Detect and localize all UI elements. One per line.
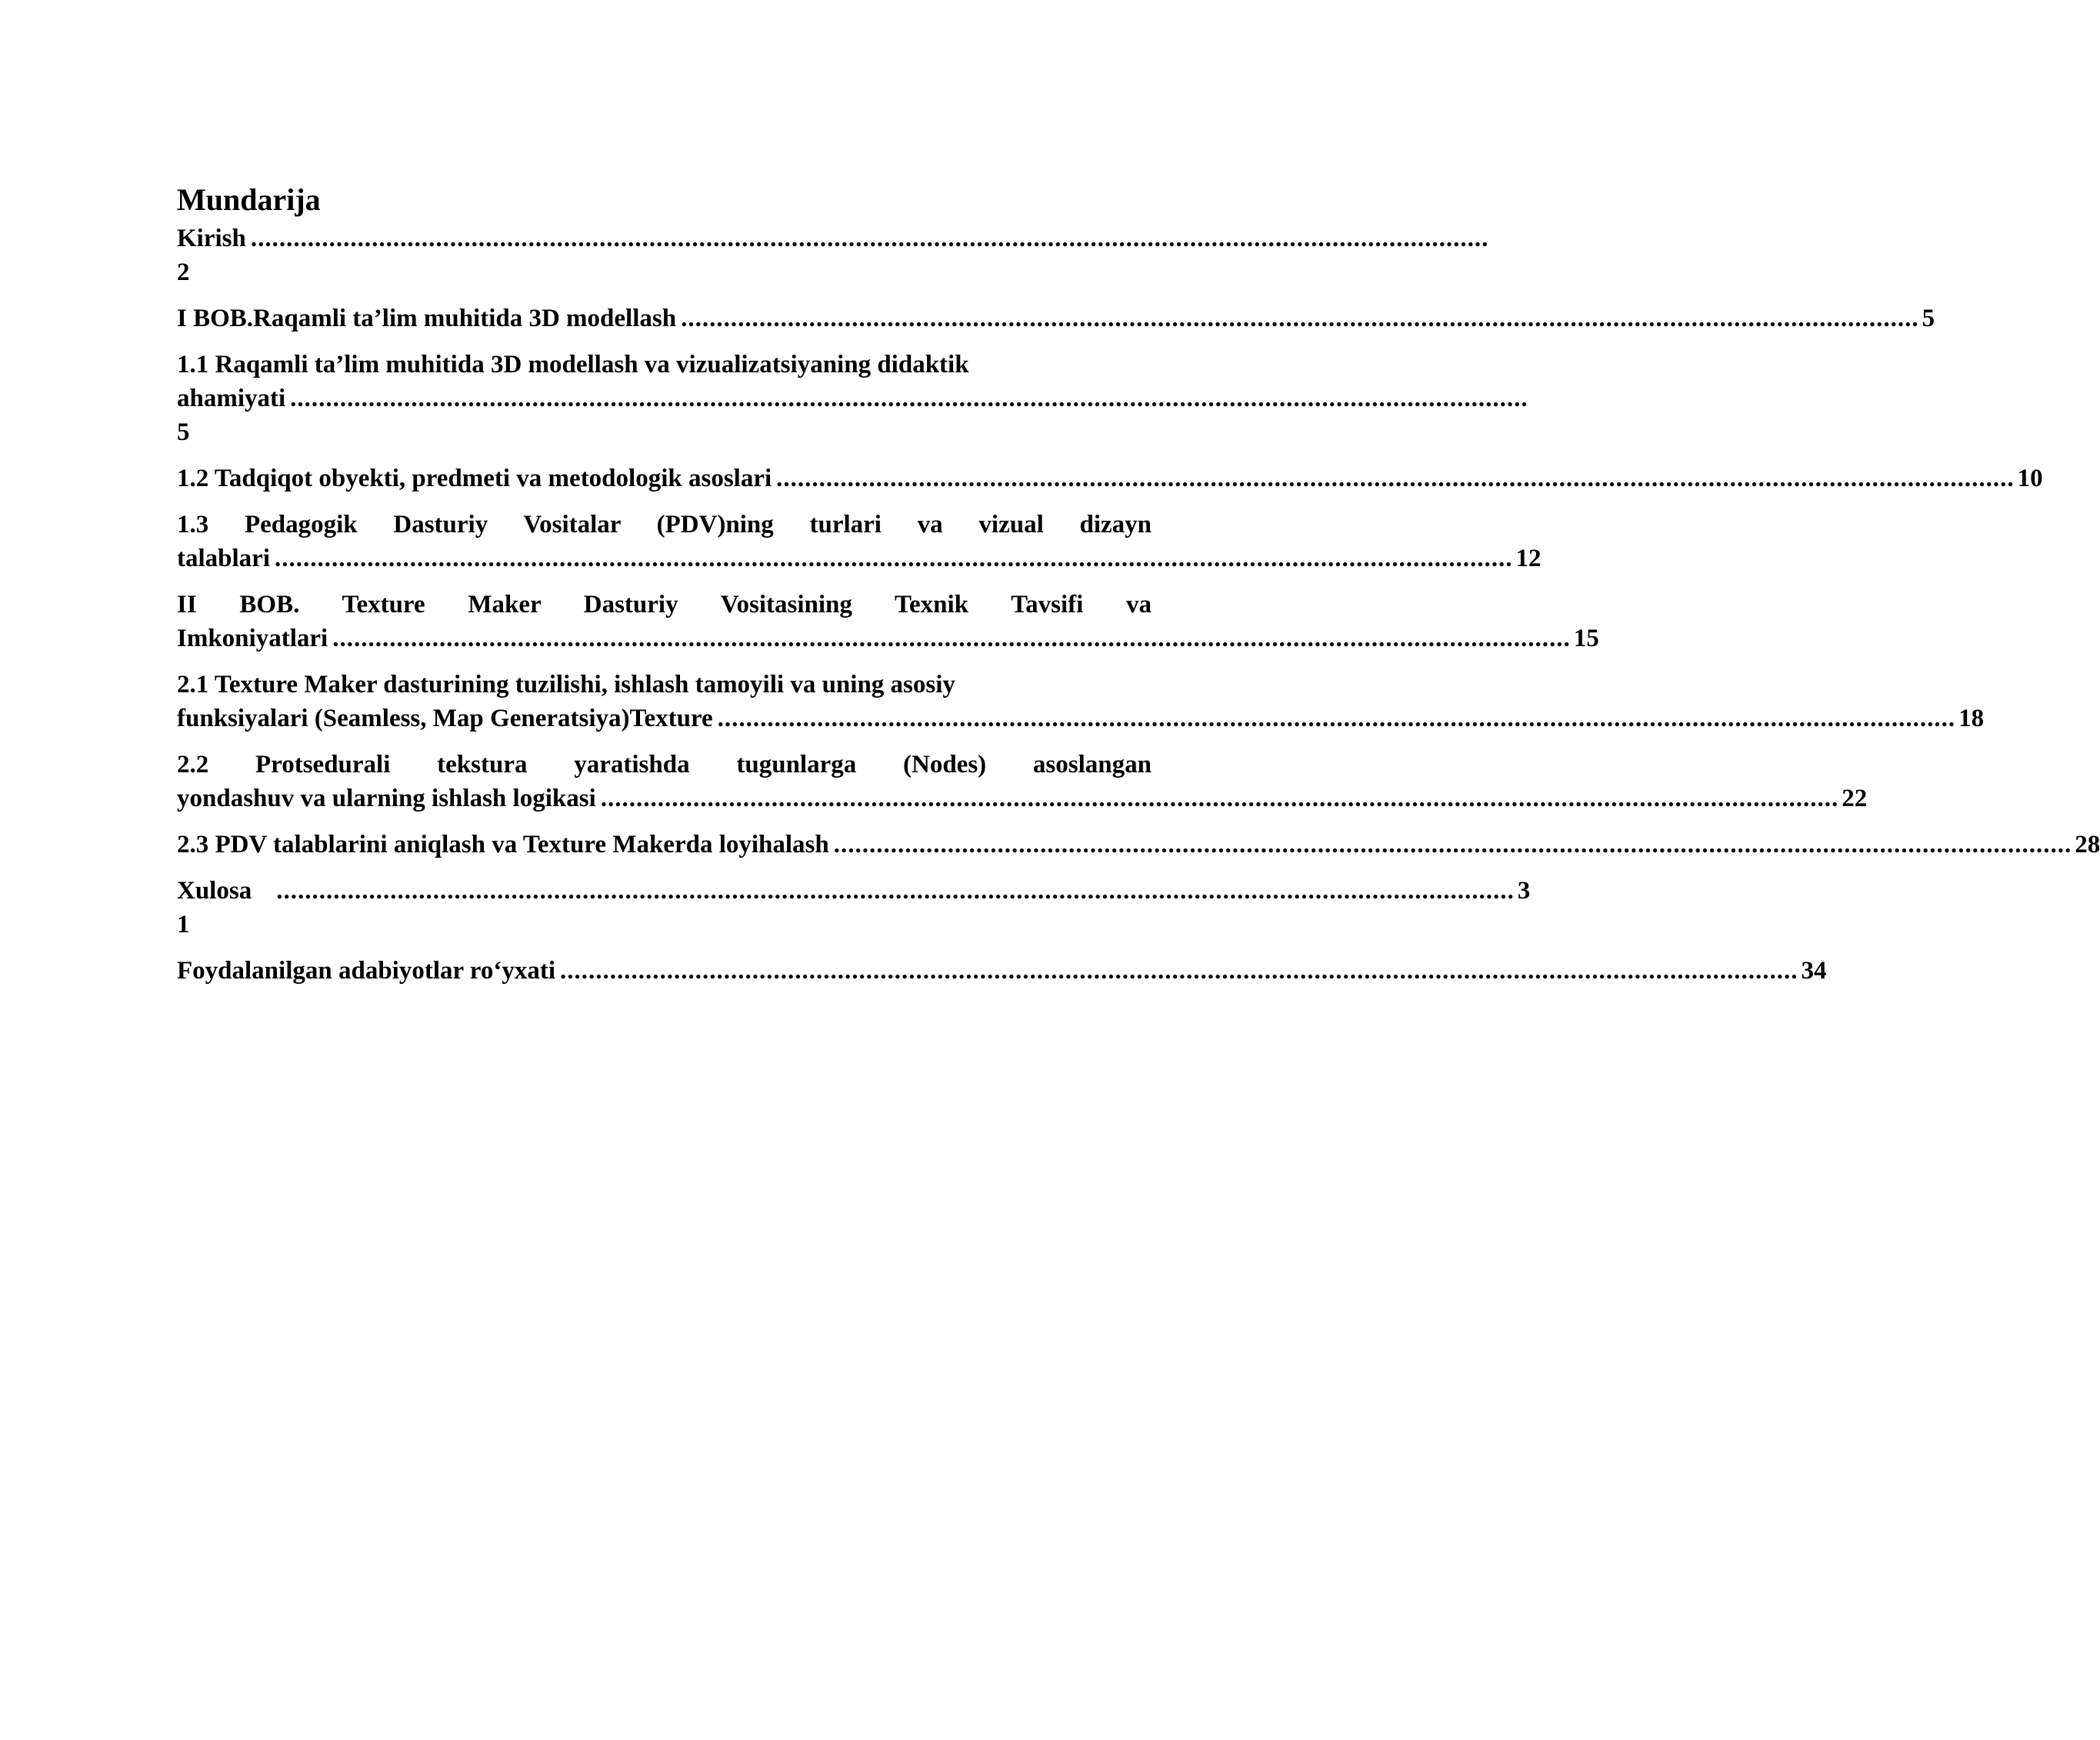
toc-page-number: 12 (1515, 545, 1542, 572)
toc-page-number: 28 (2075, 831, 2100, 858)
dot-leader: .............................................................................................................................................................................. (776, 465, 2015, 492)
dot-leader: .............................................................................................................................................................................. (290, 385, 1528, 412)
toc-entry-label-cont: Imkoniyatlari (177, 625, 328, 652)
toc-entry-label: Xulosa (177, 877, 252, 905)
toc-entry-label: 1.1 Raqamli ta’lim muhitida 3D modellash va vizualizatsiyaning didaktik (177, 351, 969, 378)
toc-page-number: 22 (1842, 785, 1868, 812)
toc-page-number: 5 (1922, 305, 1935, 332)
toc-entry-1-1[interactable] (177, 348, 1528, 449)
toc-entry-label: II BOB. Texture Maker Dasturiy Vositasining Texnik Tavsifi va (177, 591, 1152, 618)
dot-leader: .............................................................................................................................................................................. (681, 305, 1919, 332)
dot-leader: .............................................................................................................................................................................. (560, 957, 1798, 985)
toc-page-number: 18 (1958, 705, 1985, 732)
toc-entry-label: 1.2 Tadqiqot obyekti, predmeti va metodologik asoslari (177, 465, 772, 492)
toc-page-number: 2 (177, 258, 190, 286)
toc-entry-1-3[interactable] (177, 508, 1542, 575)
toc-entry-label: 1.3 Pedagogik Dasturiy Vositalar (PDV)ning turlari va vizual dizayn (177, 511, 1152, 538)
toc-entry-label: Foydalanilgan adabiyotlar ro‘yxati (177, 957, 556, 985)
toc-entry-references[interactable] (177, 954, 1827, 988)
table-of-contents (177, 178, 2100, 988)
toc-title: Mundarija (177, 182, 321, 217)
dot-leader: .............................................................................................................................................................................. (717, 705, 1956, 732)
toc-entry-label: Kirish (177, 225, 246, 252)
toc-entry-label: 2.1 Texture Maker dasturining tuzilishi, ishlash tamoyili va uning asosiy (177, 671, 955, 698)
toc-entry-label-cont: yondashuv va ularning ishlash logikasi (177, 785, 596, 812)
toc-entry-label-cont: talablari (177, 545, 270, 572)
toc-entry-kirish[interactable] (177, 222, 1489, 289)
toc-page-number: 3 (1517, 877, 1531, 905)
toc-page-number-cont: 1 (177, 911, 190, 938)
dot-leader: .............................................................................................................................................................................. (250, 225, 1489, 252)
toc-page-number: 34 (1801, 957, 1827, 985)
toc-entry-label-cont: ahamiyati (177, 385, 286, 412)
toc-entry-2-2[interactable] (177, 748, 1868, 815)
toc-page-number: 10 (2017, 465, 2043, 492)
dot-leader: .............................................................................................................................................................................. (332, 625, 1571, 652)
toc-entry-label: 2.2 Protsedurali tekstura yaratishda tugunlarga (Nodes) asoslangan (177, 751, 1152, 778)
dot-leader: .............................................................................................................................................................................. (276, 877, 1515, 905)
dot-leader: .............................................................................................................................................................................. (600, 785, 1839, 812)
toc-entry-1-2[interactable] (177, 462, 2043, 495)
toc-entry-chapter-2[interactable] (177, 588, 1599, 655)
toc-entry-chapter-1[interactable] (177, 302, 1935, 335)
toc-page-number: 15 (1573, 625, 1599, 652)
toc-entry-label: 2.3 PDV talablarini aniqlash va Texture Makerda loyihalash (177, 831, 829, 858)
toc-entry-xulosa[interactable] (177, 874, 1531, 942)
dot-leader: .............................................................................................................................................................................. (275, 545, 1513, 572)
toc-entry-label: I BOB.Raqamli ta’lim muhitida 3D modellash (177, 305, 677, 332)
toc-entry-label-cont: funksiyalari (Seamless, Map Generatsiya)Texture (177, 705, 713, 732)
dot-leader: .............................................................................................................................................................................. (833, 831, 2072, 858)
toc-entry-2-3[interactable] (177, 828, 2100, 862)
toc-entry-2-1[interactable] (177, 668, 1985, 735)
toc-page-number: 5 (177, 418, 190, 446)
